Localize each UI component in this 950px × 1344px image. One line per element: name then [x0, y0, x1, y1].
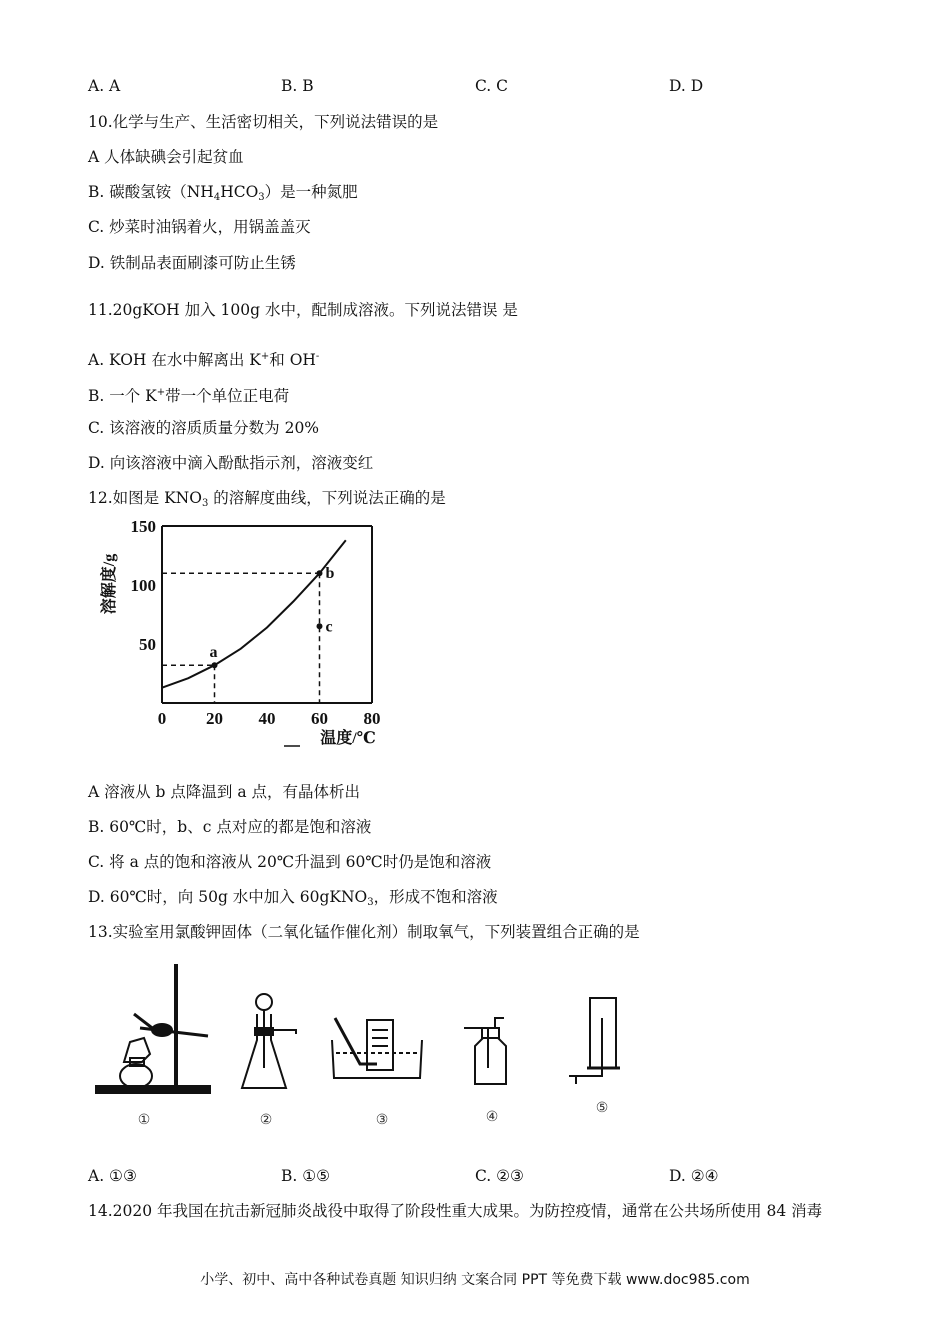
y-tick-label: 100: [130, 576, 156, 595]
q13-option-b: B. ①⑤: [281, 1167, 331, 1185]
point-label-c: c: [325, 618, 333, 636]
q9-option-b: B. B: [281, 77, 314, 95]
y-tick-label: 50: [139, 635, 156, 654]
point-label-b: b: [325, 565, 335, 583]
apparatus-3: [332, 1018, 422, 1078]
q13-option-d: D. ②④: [669, 1167, 719, 1185]
apparatus-1: [96, 964, 210, 1093]
x-tick-label: 80: [363, 709, 381, 728]
point-a: [212, 662, 218, 668]
x-tick-label: 20: [206, 709, 223, 728]
q9-options: [88, 77, 888, 97]
q11-option-c: C. 该溶液的溶质质量分数为 20%: [88, 419, 320, 437]
apparatus-4: [464, 1018, 506, 1084]
x-tick-label: 0: [157, 709, 167, 728]
q10-option-c: C. 炒菜时油锅着火，用锅盖盖灭: [88, 218, 311, 236]
point-label-a: a: [209, 644, 218, 662]
apparatus-label-4: ④: [485, 1110, 499, 1125]
apparatus-label-3: ③: [375, 1113, 389, 1128]
apparatus-figure: [90, 958, 650, 1133]
point-c: [317, 623, 323, 629]
q11-option-b: B. 一个 K+带一个单位正电荷: [88, 387, 290, 405]
apparatus-label-1: ①: [137, 1113, 151, 1128]
chart-xlabel: 温度/℃: [320, 730, 376, 747]
apparatus-2: [242, 994, 296, 1088]
q10-option-d: D. 铁制品表面刷漆可防止生锈: [88, 254, 296, 272]
q13-stem: 13.实验室用氯酸钾固体（二氧化锰作催化剂）制取氧气，下列装置组合正确的是: [88, 923, 640, 941]
apparatus-5: [569, 998, 620, 1084]
apparatus-label-5: ⑤: [595, 1101, 609, 1116]
q11-stem: 11.20gKOH 加入 100g 水中，配制成溶液。下列说法错误 是: [88, 301, 518, 319]
x-tick-label: 60: [311, 709, 328, 728]
q12-option-b: B. 60℃时，b、c 点对应的都是饱和溶液: [88, 818, 372, 836]
q13-option-a: A. ①③: [88, 1167, 137, 1185]
q11-option-a: A. KOH 在水中解离出 K+和 OH-: [88, 351, 320, 369]
q9-option-c: C. C: [475, 77, 509, 95]
q10-stem: 10.化学与生产、生活密切相关，下列说法错误的是: [88, 113, 439, 131]
q10-option-b: B. 碳酸氢铵$(NH_4HCO_3)$是一种氮肥: [88, 183, 358, 203]
q14-stem: 14.2020 年我国在抗击新冠肺炎战役中取得了阶段性重大成果。为防控疫情，通常在公共场所使用 84 消毒: [88, 1202, 823, 1220]
apparatus-label-2: ②: [259, 1113, 273, 1128]
q12-stem: 12.如图是 $KNO_3$ 的溶解度曲线，下列说法正确的是: [88, 489, 446, 509]
q13-options: [88, 1167, 888, 1187]
q13-option-c: C. ②③: [475, 1167, 524, 1185]
x-tick-label: 40: [258, 709, 276, 728]
q12-option-c: C. 将 a 点的饱和溶液从 20℃升温到 60℃时仍是饱和溶液: [88, 853, 492, 871]
chart-ylabel: 溶解度/g: [101, 553, 118, 615]
q9-option-a: A. A: [88, 77, 121, 95]
q10-option-a: A 人体缺碘会引起贫血: [88, 148, 244, 166]
point-b: [317, 570, 323, 576]
y-tick-label: 150: [130, 518, 156, 536]
page-footer: 小学、初中、高中各种试卷真题 知识归纳 文案合同 PPT 等免费下载 www.doc985.com: [200, 1272, 750, 1288]
q12-option-d: D. 60℃时，向 50g 水中加入 60gKNO$_3$，形成不饱和溶液: [88, 888, 498, 908]
solubility-chart: [90, 518, 390, 753]
q12-option-a: A 溶液从 b 点降温到 a 点，有晶体析出: [88, 783, 360, 801]
q11-option-d: D. 向该溶液中滴入酚酞指示剂，溶液变红: [88, 454, 374, 472]
q9-option-d: D. D: [669, 77, 704, 95]
